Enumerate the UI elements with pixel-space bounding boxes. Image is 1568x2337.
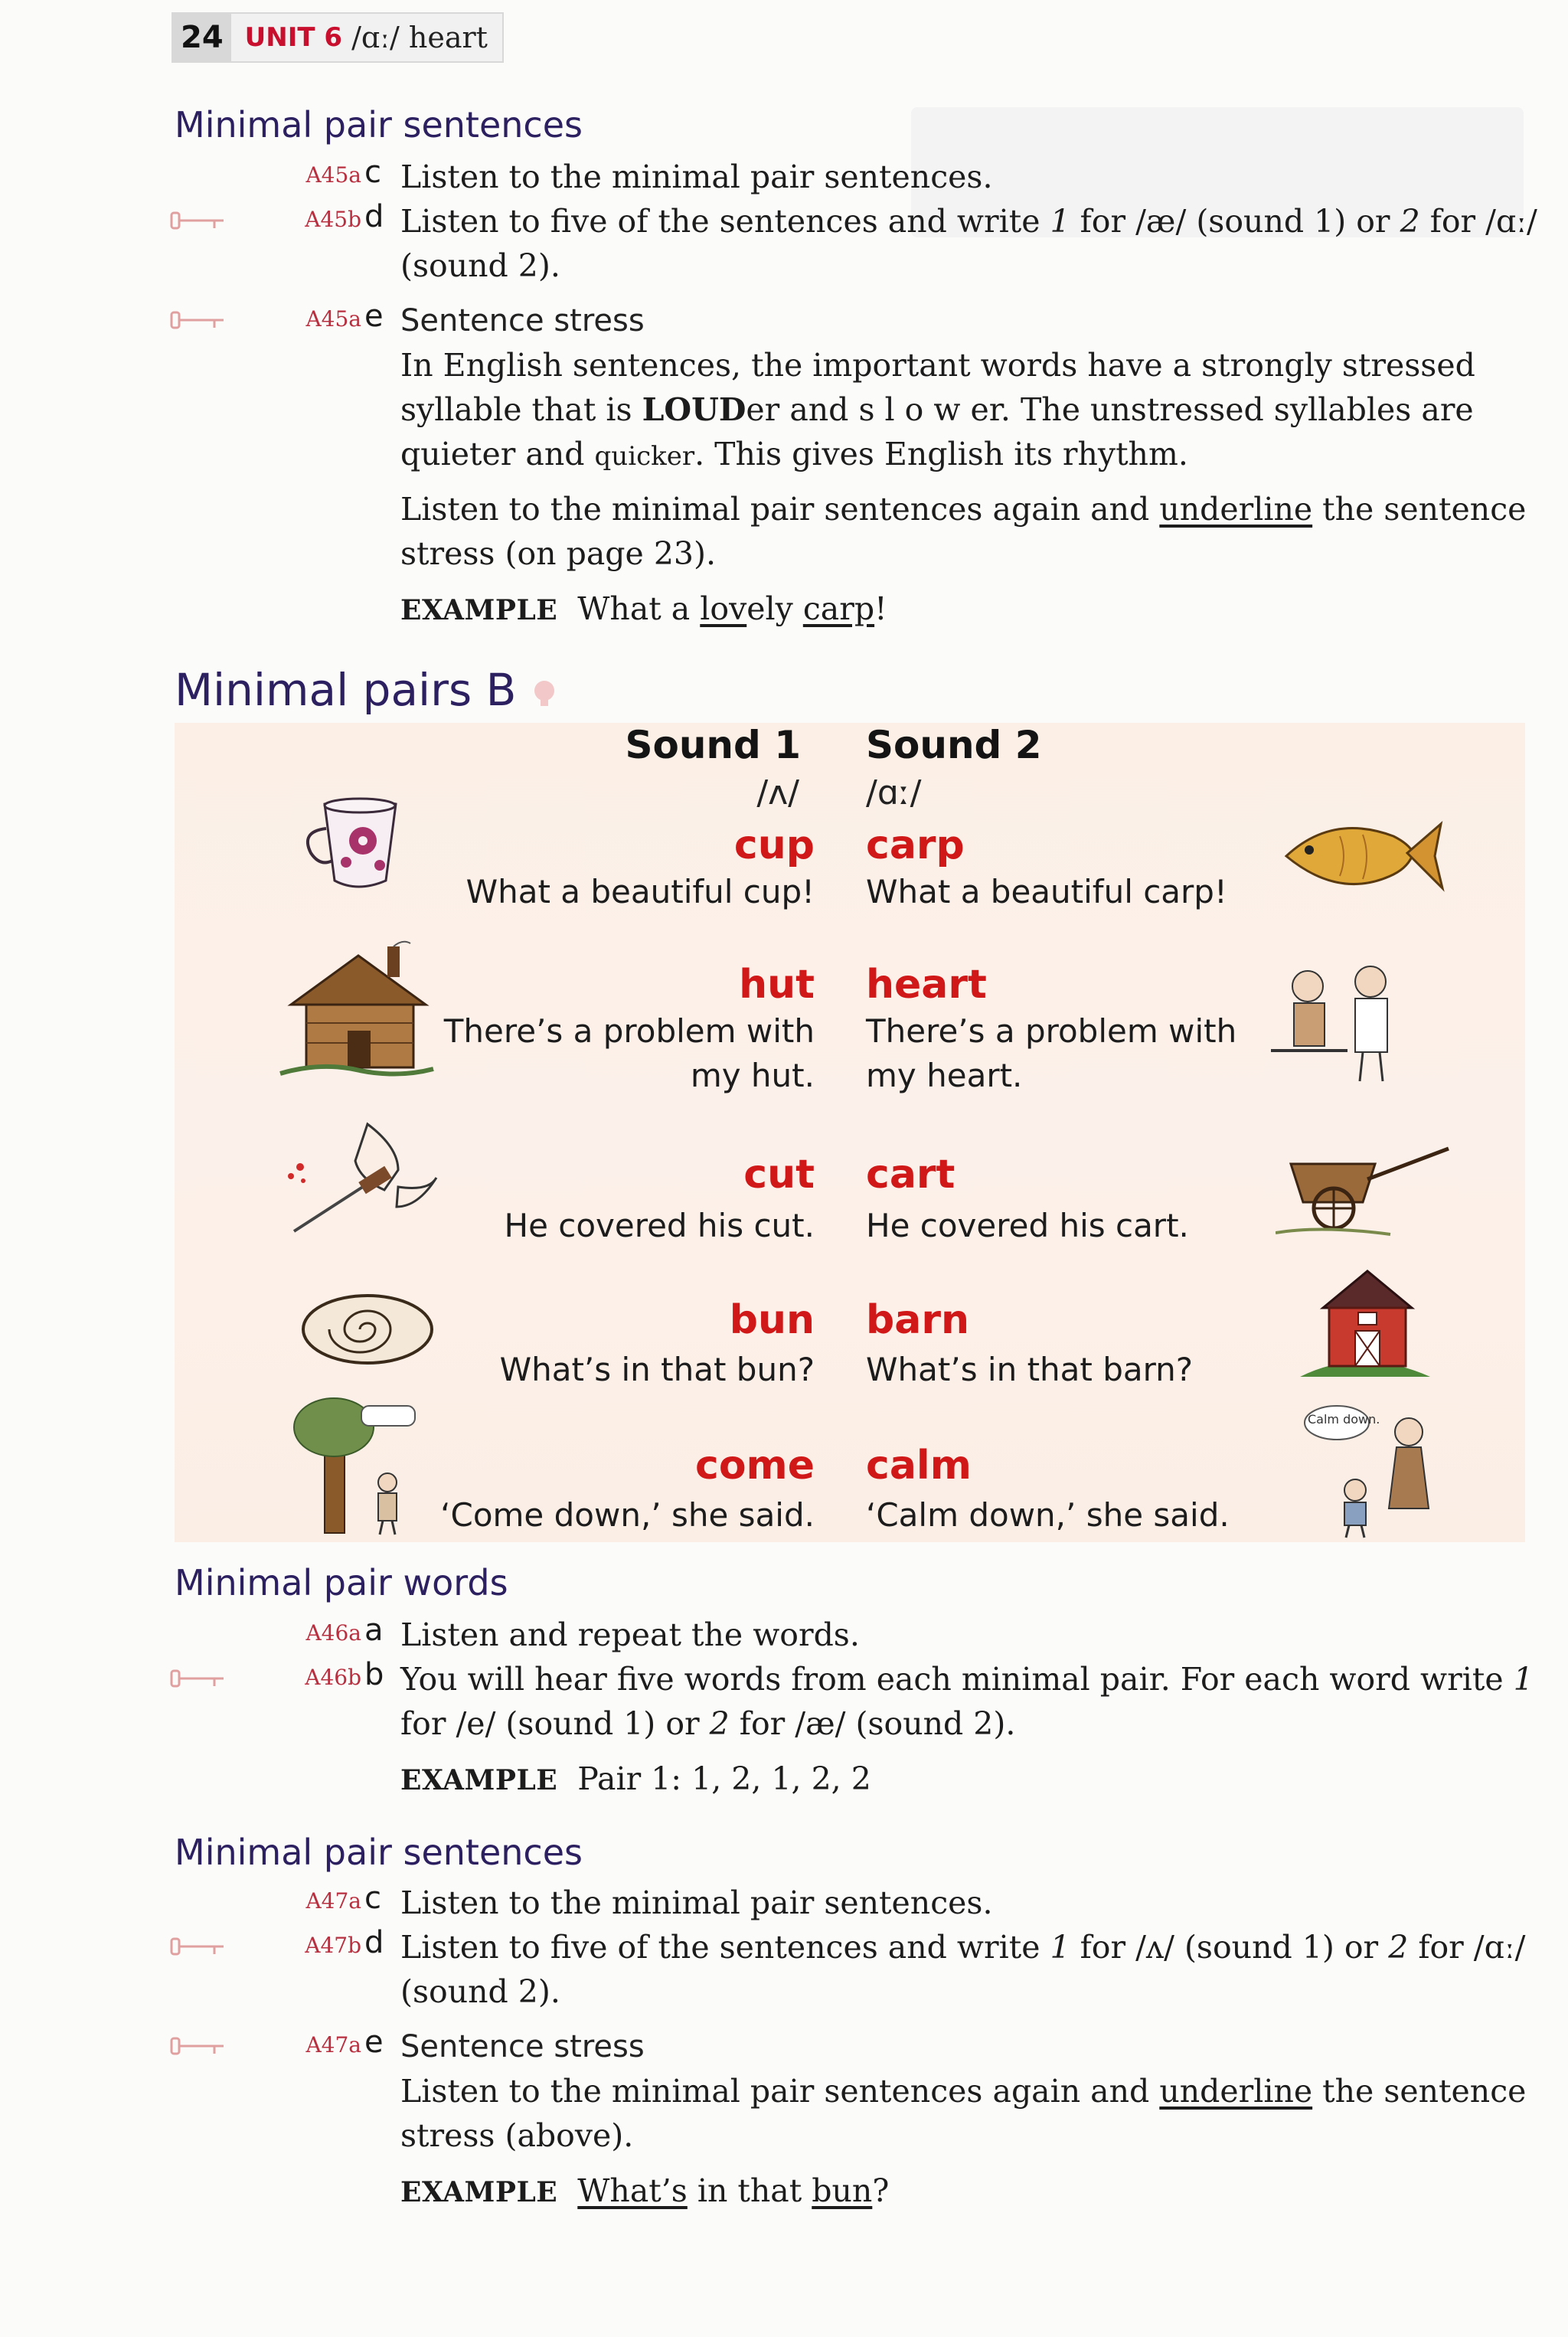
barn-illustration [1300,1262,1430,1384]
audio-track-label[interactable]: A47a [305,2032,361,2058]
instruction-text: Listen to five of the sentences and write 1 for /ʌ/ (sound 1) or 2 for /ɑː/ (sound 2). [400,1929,1526,2010]
section-heading-minimal-pair-words: Minimal pair words [175,1562,508,1603]
sound-2-phonetic: /ɑː/ [866,773,922,812]
audio-track-label[interactable]: A46b [305,1665,361,1690]
section-heading-minimal-pair-sentences: Minimal pair sentences [175,104,583,145]
exercise-c [0,155,1568,201]
ear-icon [530,678,559,708]
unit-title: /ɑː/ heart [351,21,488,54]
pair-word-sound2[interactable]: heart [866,962,987,1008]
bun-illustration [294,1283,439,1368]
instruction-text: Listen to the minimal pair sentences. [400,159,993,195]
exercise-letter: e [364,299,384,334]
exercise-e [0,299,1568,345]
exercise-letter: c [364,1881,381,1916]
pair-word-sound2[interactable]: carp [866,822,965,868]
cup-illustration [300,796,415,896]
sentence-stress-title: Sentence stress [400,303,645,338]
example-sentence: EXAMPLE What a lovely carp! [400,590,887,627]
pair-sentence-sound1: He covered his cut. [504,1207,815,1244]
stress-explanation: In English sentences, the important words have a strongly stressed syllable that is LOUDer and s l o w er. The unstressed syllables are quieter and quicker. This gives English its rhythm. [400,347,1475,472]
cut-finger-illustration [283,1116,444,1239]
answer-key-icon [170,1937,225,1956]
stress-instruction: Listen to the minimal pair sentences again and underline the sentence stress (on page 23). [400,491,1527,572]
audio-track-label[interactable]: A47a [305,1888,361,1914]
exercise-b [0,1657,1568,1742]
audio-track-label[interactable]: A45a [305,162,361,188]
answer-key-icon [170,211,225,230]
pair-word-sound1[interactable]: come [695,1443,815,1489]
pair-sentence-sound2: There’s a problem with my heart. [866,1012,1237,1094]
pair-sentence-sound1: There’s a problem with my hut. [443,1012,815,1094]
exercise-d [0,199,1568,284]
pair-word-sound1[interactable]: hut [739,962,815,1008]
audio-track-label[interactable]: A45a [305,306,361,332]
cart-illustration [1276,1141,1452,1240]
audio-track-label[interactable]: A46a [305,1620,361,1646]
exercise-letter: c [364,155,381,190]
pair-word-sound2[interactable]: barn [866,1297,969,1343]
audio-track-label[interactable]: A47b [305,1933,361,1958]
pair-sentence-sound2: What’s in that barn? [866,1351,1194,1388]
stress-instruction: Listen to the minimal pair sentences again and underline the sentence stress (above). [400,2073,1527,2154]
pair-sentence-sound1: ‘Come down,’ she said. [440,1496,815,1534]
sound-1-phonetic: /ʌ/ [756,773,799,812]
pair-sentence-sound1: What a beautiful cup! [466,873,815,910]
exercise-d [0,1925,1568,2010]
carp-fish-illustration [1279,806,1447,905]
pair-word-sound1[interactable]: bun [729,1297,815,1343]
pair-word-sound2[interactable]: cart [866,1152,956,1198]
hut-illustration [276,939,436,1084]
instruction-text: Listen and repeat the words. [400,1616,860,1653]
pair-word-sound2[interactable]: calm [866,1443,972,1489]
example-pair: EXAMPLE Pair 1: 1, 2, 1, 2, 2 [400,1760,871,1797]
exercise-letter: b [364,1657,384,1692]
doctor-patient-illustration [1263,956,1416,1086]
exercise-e [0,2025,1568,2071]
sentence-stress-title: Sentence stress [400,2029,645,2064]
audio-track-label[interactable]: A45b [305,207,361,232]
pair-sentence-sound2: ‘Calm down,’ she said. [866,1496,1230,1534]
pair-sentence-sound2: What a beautiful carp! [866,873,1227,910]
exercise-letter: a [364,1613,384,1648]
unit-label: UNIT 6 [244,22,343,53]
instruction-text: Listen to five of the sentences and write 1 for /æ/ (sound 1) or 2 for /ɑː/ (sound 2). [400,203,1537,284]
pair-word-sound1[interactable]: cup [733,822,815,868]
speech-bubble-text: Calm down. [1308,1412,1380,1427]
instruction-text: Listen to the minimal pair sentences. [400,1884,993,1921]
page-header [172,12,504,63]
answer-key-icon [170,311,225,329]
exercise-c [0,1881,1568,1927]
example-sentence: EXAMPLE What’s in that bun? [400,2172,890,2209]
exercise-letter: e [364,2025,384,2060]
page-number: 24 [173,14,231,61]
answer-key-icon [170,2037,225,2055]
exercise-letter: d [364,199,384,234]
sound-2-heading: Sound 2 [866,723,1042,767]
sound-1-heading: Sound 1 [625,723,801,767]
exercise-letter: d [364,1925,384,1960]
pair-word-sound1[interactable]: cut [743,1152,815,1198]
pair-sentence-sound2: He covered his cart. [866,1207,1189,1244]
pair-sentence-sound1: What’s in that bun? [499,1351,815,1388]
section-heading-minimal-pair-sentences-2: Minimal pair sentences [175,1832,583,1873]
answer-key-icon [170,1669,225,1688]
section-heading-minimal-pairs-b: Minimal pairs B [175,664,517,716]
exercise-a [0,1613,1568,1659]
instruction-text: You will hear five words from each minimal pair. For each word write 1 for /e/ (sound 1) or 2 for /æ/ (sound 2). [400,1661,1534,1742]
tree-come-down-illustration [288,1391,426,1536]
